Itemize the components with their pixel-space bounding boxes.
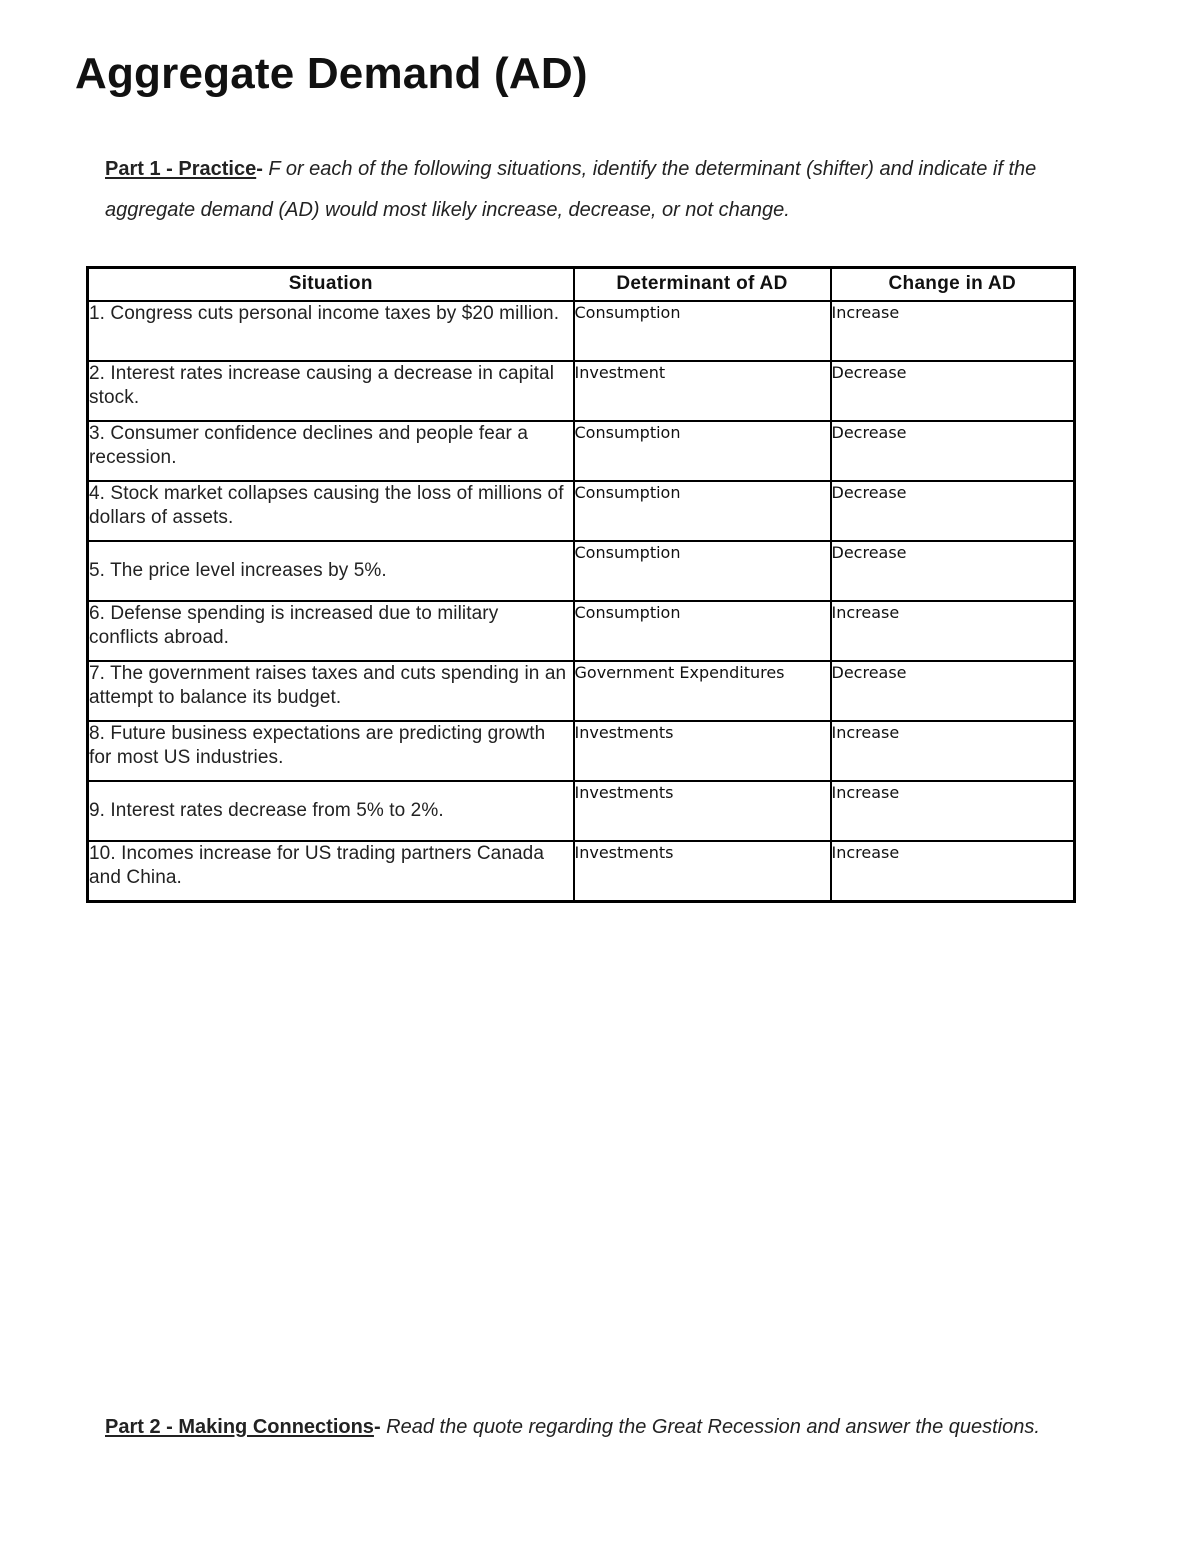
determinant-cell[interactable]: Consumption	[574, 301, 831, 361]
determinant-cell[interactable]: Investment	[574, 361, 831, 421]
change-cell[interactable]: Decrease	[831, 421, 1075, 481]
change-cell[interactable]: Increase	[831, 721, 1075, 781]
determinant-cell[interactable]: Consumption	[574, 421, 831, 481]
change-cell[interactable]: Decrease	[831, 661, 1075, 721]
situation-cell: 7. The government raises taxes and cuts spending in an attempt to balance its budget.	[88, 661, 574, 721]
situation-cell: 2. Interest rates increase causing a decrease in capital stock.	[88, 361, 574, 421]
part2-text: Read the quote regarding the Great Recession and answer the questions.	[380, 1416, 1040, 1438]
situation-cell: 3. Consumer confidence declines and people fear a recession.	[88, 421, 574, 481]
table-row	[88, 541, 1075, 601]
determinant-cell[interactable]: Government Expenditures	[574, 661, 831, 721]
change-cell[interactable]: Decrease	[831, 361, 1075, 421]
table-header-row	[88, 268, 1075, 302]
change-cell[interactable]: Increase	[831, 781, 1075, 841]
change-cell[interactable]: Increase	[831, 301, 1075, 361]
determinant-cell[interactable]: Consumption	[574, 541, 831, 601]
header-determinant: Determinant of AD	[574, 268, 831, 302]
part1-text: F or each of the following situations, identify the determinant (shifter) and indicate if the aggregate demand (AD) would most likely increase, decrease, or not change.	[105, 158, 1037, 221]
table-row	[88, 601, 1075, 661]
change-cell[interactable]: Decrease	[831, 541, 1075, 601]
situation-cell: 6. Defense spending is increased due to military conflicts abroad.	[88, 601, 574, 661]
part2-label: Part 2 - Making Connections	[105, 1416, 374, 1438]
table-row	[88, 781, 1075, 841]
change-cell[interactable]: Decrease	[831, 481, 1075, 541]
table-row	[88, 721, 1075, 781]
determinant-cell[interactable]: Consumption	[574, 601, 831, 661]
determinant-cell[interactable]: Investments	[574, 781, 831, 841]
table-row	[88, 841, 1075, 902]
situation-cell: 10. Incomes increase for US trading partners Canada and China.	[88, 841, 574, 902]
header-change: Change in AD	[831, 268, 1075, 302]
determinant-cell[interactable]: Investments	[574, 841, 831, 902]
part2-instructions	[105, 1407, 1090, 1448]
ad-determinants-table	[86, 266, 1076, 903]
table-row	[88, 361, 1075, 421]
situation-cell: 5. The price level increases by 5%.	[88, 541, 574, 601]
table-row	[88, 421, 1075, 481]
page-title: Aggregate Demand (AD)	[75, 49, 588, 98]
situation-cell: 9. Interest rates decrease from 5% to 2%.	[88, 781, 574, 841]
change-cell[interactable]: Increase	[831, 841, 1075, 902]
table-row	[88, 481, 1075, 541]
situation-cell: 8. Future business expectations are predicting growth for most US industries.	[88, 721, 574, 781]
header-situation: Situation	[88, 268, 574, 302]
change-cell[interactable]: Increase	[831, 601, 1075, 661]
part2-dash: -	[373, 1416, 381, 1438]
table-row	[88, 661, 1075, 721]
determinant-cell[interactable]: Consumption	[574, 481, 831, 541]
table-row	[88, 301, 1075, 361]
situation-cell: 4. Stock market collapses causing the loss of millions of dollars of assets.	[88, 481, 574, 541]
part1-dash: -	[256, 158, 263, 180]
part1-instructions	[105, 149, 1090, 231]
determinant-cell[interactable]: Investments	[574, 721, 831, 781]
situation-cell: 1. Congress cuts personal income taxes by $20 million.	[88, 301, 574, 361]
part1-label: Part 1 - Practice	[105, 158, 257, 180]
